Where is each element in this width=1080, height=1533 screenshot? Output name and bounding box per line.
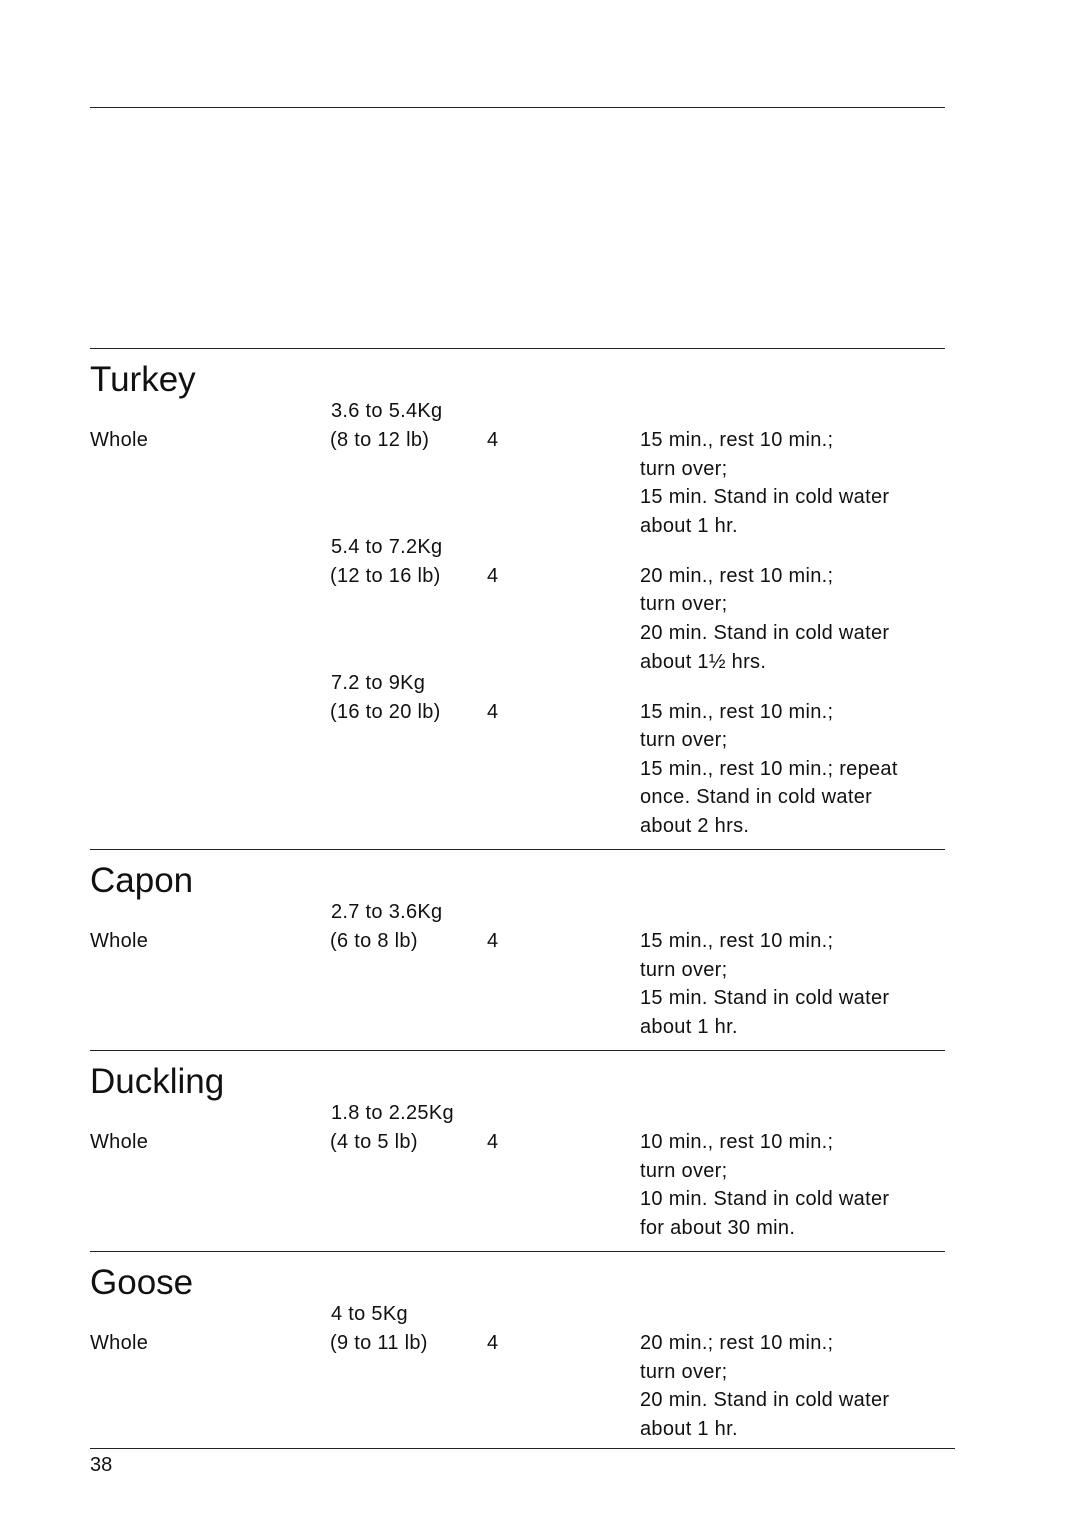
- instruction-line: turn over;: [640, 593, 728, 616]
- weight-imperial: (9 to 11 lb): [330, 1332, 428, 1354]
- instruction-line: 10 min., rest 10 min.;: [640, 1131, 834, 1153]
- section-heading: Capon: [90, 861, 194, 900]
- section-rule: [90, 1448, 955, 1449]
- weight-metric: 4 to 5Kg: [331, 1303, 408, 1325]
- weight-imperial: (16 to 20 lb): [330, 700, 441, 723]
- power-level: 4: [487, 564, 499, 587]
- weight-metric: 2.7 to 3.6Kg: [331, 901, 443, 923]
- weight-metric: 1.8 to 2.25Kg: [331, 1102, 454, 1124]
- instruction-line: turn over;: [640, 457, 728, 480]
- instruction-line: about 1 hr.: [640, 514, 738, 537]
- instruction-line: about 1½ hrs.: [640, 650, 767, 673]
- weight-imperial: (4 to 5 lb): [330, 1131, 418, 1153]
- weight-imperial: (8 to 12 lb): [330, 429, 430, 451]
- instruction-line: 15 min., rest 10 min.; repeat: [640, 757, 898, 780]
- instruction-line: 15 min., rest 10 min.;: [640, 700, 834, 723]
- cut-label: Whole: [90, 429, 149, 451]
- instruction-line: once. Stand in cold water: [640, 786, 873, 809]
- weight-metric: 7.2 to 9Kg: [331, 671, 426, 694]
- instruction-line: 15 min., rest 10 min.;: [640, 930, 834, 952]
- page-number: 38: [90, 1454, 113, 1476]
- instruction-line: turn over;: [640, 958, 728, 981]
- instruction-line: 20 min. Stand in cold water: [640, 1389, 890, 1412]
- instruction-line: turn over;: [640, 1159, 728, 1182]
- section-rule: [90, 348, 945, 349]
- instruction-line: 20 min.; rest 10 min.;: [640, 1332, 834, 1354]
- instruction-line: about 1 hr.: [640, 1015, 738, 1038]
- instruction-line: 15 min., rest 10 min.;: [640, 429, 834, 451]
- instruction-line: turn over;: [640, 729, 728, 752]
- section-heading: Goose: [90, 1263, 194, 1302]
- instruction-line: 15 min. Stand in cold water: [640, 987, 890, 1010]
- section-heading: Turkey: [90, 360, 196, 399]
- cut-label: Whole: [90, 1332, 149, 1354]
- power-level: 4: [487, 700, 499, 723]
- cut-label: Whole: [90, 1131, 149, 1153]
- power-level: 4: [487, 1131, 499, 1153]
- weight-imperial: (6 to 8 lb): [330, 930, 418, 952]
- instruction-line: 10 min. Stand in cold water: [640, 1188, 890, 1211]
- instruction-line: about 2 hrs.: [640, 815, 750, 837]
- section-heading: Duckling: [90, 1062, 225, 1101]
- cut-label: Whole: [90, 930, 149, 952]
- section-rule: [90, 1050, 945, 1051]
- weight-imperial: (12 to 16 lb): [330, 564, 441, 587]
- top-rule: [90, 107, 945, 108]
- power-level: 4: [487, 429, 499, 451]
- instruction-line: turn over;: [640, 1360, 728, 1383]
- instruction-line: 20 min., rest 10 min.;: [640, 564, 834, 587]
- section-rule: [90, 1251, 945, 1252]
- weight-metric: 5.4 to 7.2Kg: [331, 535, 443, 558]
- instruction-line: 20 min. Stand in cold water: [640, 622, 890, 644]
- weight-metric: 3.6 to 5.4Kg: [331, 400, 443, 422]
- section-rule: [90, 849, 945, 850]
- instruction-line: 15 min. Stand in cold water: [640, 486, 890, 509]
- power-level: 4: [487, 1332, 499, 1354]
- instruction-line: about 1 hr.: [640, 1417, 738, 1440]
- power-level: 4: [487, 930, 499, 952]
- instruction-line: for about 30 min.: [640, 1216, 796, 1239]
